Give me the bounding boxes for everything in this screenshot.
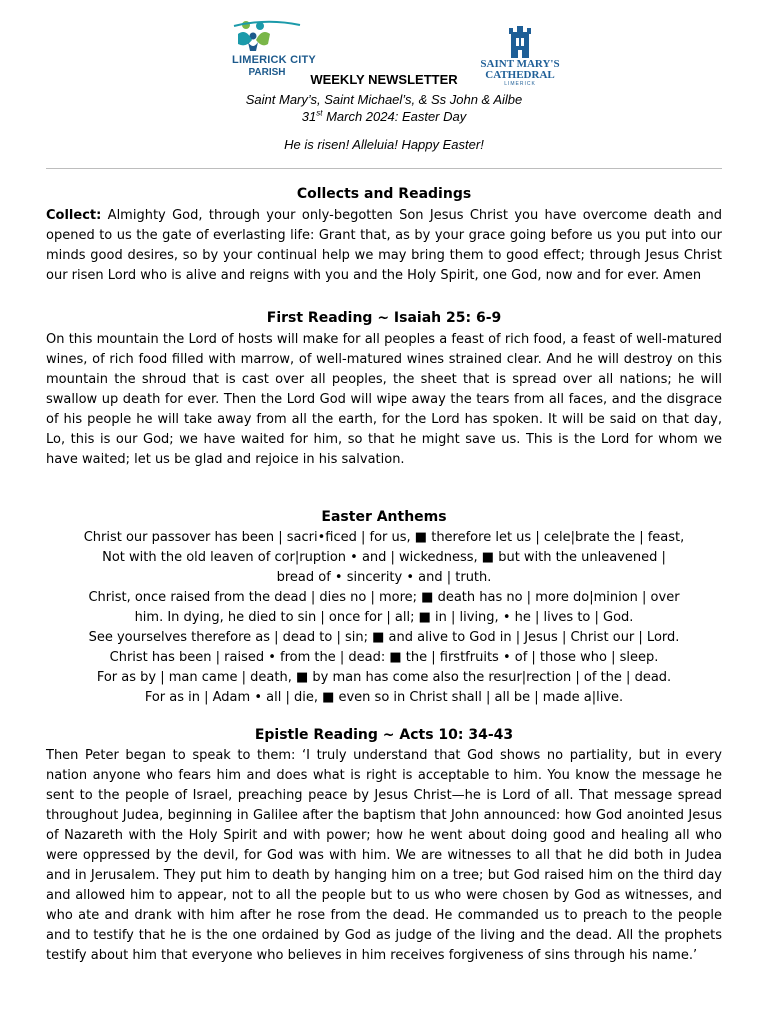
anthem-line: bread of • sincerity • and | truth.	[276, 570, 492, 585]
parish-name-line2: PARISH	[248, 67, 286, 78]
date-rest: March 2024: Easter Day	[322, 109, 467, 124]
anthem-line: Christ our passover has been | sacri•ficed | for us, ■ therefore let us | cele|brate the | feast,	[83, 530, 685, 545]
collect-paragraph	[46, 206, 722, 286]
easter-anthems-heading: Easter Anthems	[321, 509, 447, 525]
cathedral-name-line2: CATHEDRAL	[485, 69, 555, 81]
anthem-line: Christ, once raised from the dead | dies no | more; ■ death has no | more do|minion | over	[88, 590, 680, 605]
swoosh-icon	[232, 20, 302, 28]
parish-name-line1: LIMERICK CITY	[232, 54, 316, 66]
anthem-line: See yourselves therefore as | dead to | sin; ■ and alive to God in | Jesus | Christ our | Lord.	[88, 630, 680, 645]
cathedral-name-line3: LIMERICK	[504, 81, 536, 87]
first-reading-heading: First Reading ~ Isaiah 25: 6-9	[266, 310, 502, 326]
cathedral-tower-icon	[508, 20, 532, 58]
first-reading-text: On this mountain the Lord of hosts will make for all peoples a feast of rich food, a feast of well-matured wines, of rich food filled with marrow, of well-matured wines strained clear. And he will destroy on this mountain the shroud that is cast over all peoples, the sheet that is spread over all nations; he will swallow up death for ever. Then the Lord God will wipe away the tears from all faces, and the disgrace of his people he will take away from all the earth, for the Lord has spoken. It will be said on that day, Lo, this is our God; we have waited for him, so that he might save us. This is the Lord for whom we have waited; let us be glad and rejoice in his salvation.	[46, 332, 722, 467]
anthem-line: For as in | Adam • all | die, ■ even so in Christ shall | all be | made a|live.	[144, 690, 624, 705]
cathedral-name-line1: SAINT MARY'S	[480, 58, 560, 70]
easter-greeting: He is risen! Alleluia! Happy Easter!	[284, 137, 484, 152]
anthem-line: Not with the old leaven of cor|ruption • and | wickedness, ■ but with the unleavened |	[102, 550, 666, 565]
collects-heading: Collects and Readings	[296, 186, 472, 202]
date-day: 31	[301, 109, 317, 124]
date-suffix: st	[316, 108, 323, 118]
anthem-line: For as by | man came | death, ■ by man has come also the resur|rection | of the | dead.	[96, 670, 672, 685]
easter-anthems-text	[46, 528, 722, 708]
collect-text: Almighty God, through your only-begotten Son Jesus Christ you have overcome death and opened to us the gate of everlasting life: Grant that, as by your grace going before us you put into our minds good desires, so by your continual help we may bring them to good effect; through Jesus Christ our risen Lord who is alive and reigns with you and the Holy Spirit, one God, now and for ever. Amen	[46, 208, 722, 283]
epistle-text: Then Peter began to speak to them: ‘I truly understand that God shows no partiality, but in every nation anyone who fears him and does what is right is acceptable to him. You know the message he sent to the people of Israel, preaching peace by Jesus Christ—he is Lord of all. That message spread throughout Judea, beginning in Galilee after the baptism that John announced: how God anointed Jesus of Nazareth with the Holy Spirit and with power; how he went about doing good and healing all who were oppressed by the devil, for God was with him. We are witnesses to all that he did both in Judea and in Jerusalem. They put him to death by hanging him on a tree; but God raised him on the third day and allowed him to appear, not to all the people but to us who were chosen by God as witnesses, and who ate and drank with him after he rose from the dead. He commanded us to preach to the people and to testify that he is the one ordained by God as judge of the living and the dead. All the prophets testify about him that everyone who believes in him receives forgiveness of sins through his name.’	[46, 748, 722, 963]
collect-label: Collect:	[46, 208, 102, 223]
newsletter-title: WEEKLY NEWSLETTER	[310, 72, 458, 87]
parish-names: Saint Mary’s, Saint Michael’s, & Ss John & Ailbe	[245, 92, 523, 107]
anthem-line: him. In dying, he died to sin | once for | all; ■ in | living, • he | lives to | God.	[134, 610, 634, 625]
newsletter-date	[0, 109, 768, 125]
anthem-line: Christ has been | raised • from the | dead: ■ the | firstfruits • of | those who | sleep.	[109, 650, 659, 665]
epistle-heading: Epistle Reading ~ Acts 10: 34-43	[254, 727, 514, 743]
header-divider	[46, 168, 722, 169]
